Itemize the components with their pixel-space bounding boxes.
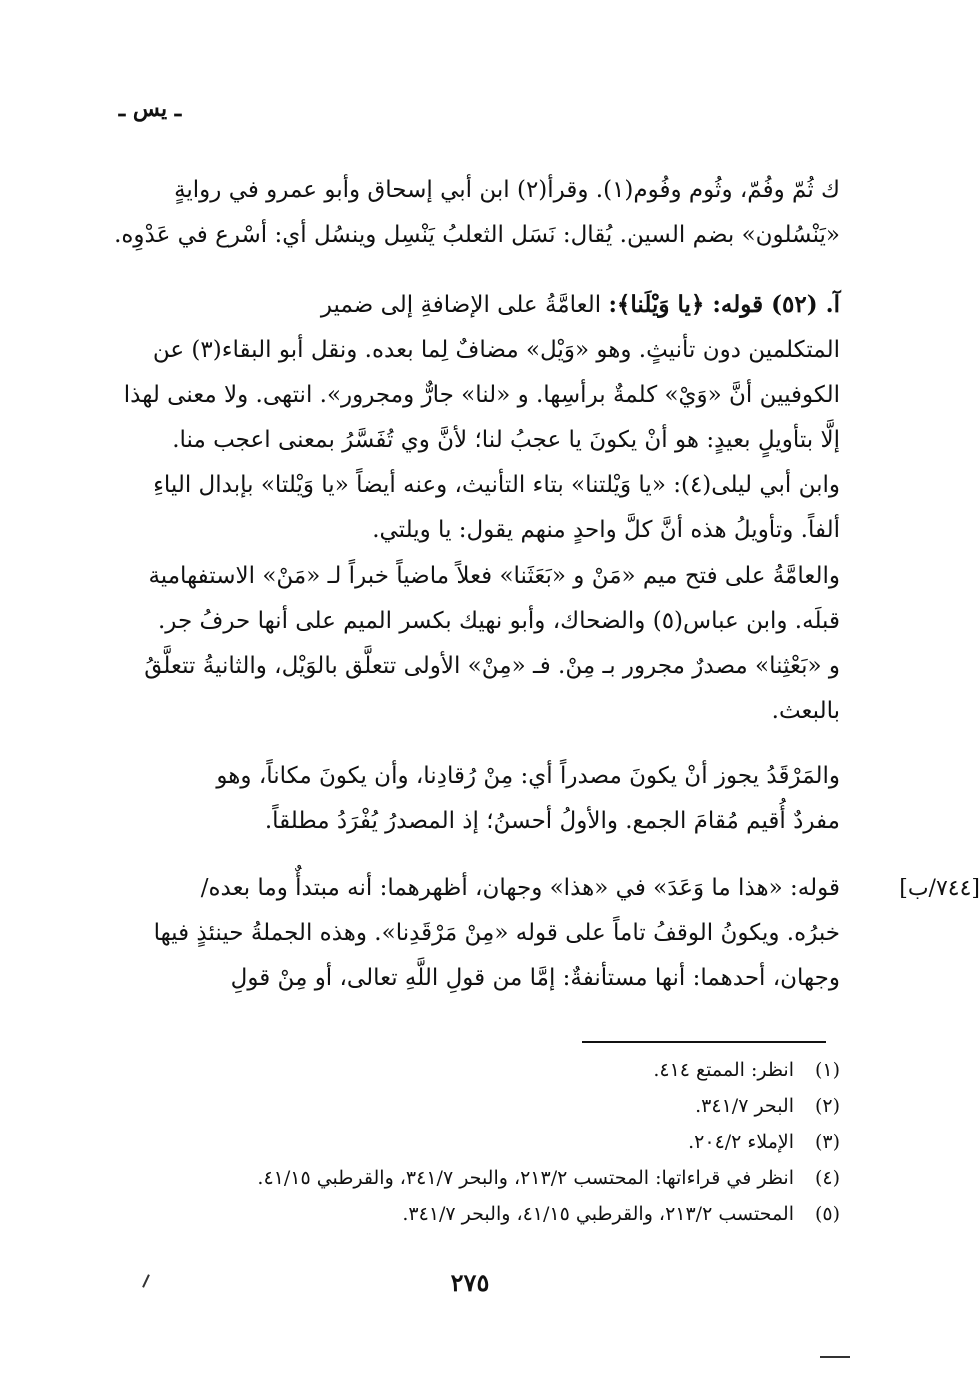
text-line: «يَنْسُلون» بضم السين. يُقال: نَسَل الثعلبُ يَنْسِل وينسُل أي: أسْرع في عَدْوِه. <box>114 222 840 248</box>
paragraph-3 <box>98 554 840 734</box>
text-line <box>98 282 840 328</box>
footnote-text: الإملاء ٢٠٤/٢. <box>688 1131 794 1153</box>
paragraph-2 <box>98 282 840 553</box>
footnotes <box>220 1052 840 1232</box>
footnote-number: (٣) <box>814 1131 840 1153</box>
text-line: بالبعث. <box>771 698 840 724</box>
scan-mark <box>820 1356 850 1358</box>
footnote-item <box>220 1160 840 1196</box>
manuscript-folio-reference: [٧٤٤/ب] <box>899 876 980 901</box>
text-line: والمَرْقَدُ يجوز أنْ يكونَ مصدراً أي: مِنْ رُقادِنا، وأن يكونَ مكاناً، وهو <box>216 763 840 789</box>
scan-mark <box>142 1274 150 1288</box>
footnote-divider <box>582 1041 826 1043</box>
text-line: قبلَه. وابن عباس(٥) والضحاك، وأبو نهيك بكسر الميم على أنها حرفُ جر. <box>157 608 840 634</box>
footnote-item <box>220 1124 840 1160</box>
running-title: ـ يس ـ <box>118 96 182 122</box>
text-line: وابن أبي ليلى(٤): «يا وَيْلتنا» بتاء التأنيث، وعنه أيضاً «يا وَيْلتا» بإبدال الياءِ <box>153 472 840 498</box>
footnote-item <box>220 1052 840 1088</box>
footnote-text: انظر في قراءاتها: المحتسب ٢١٣/٢، والبحر ٣٤١/٧، والقرطبي ٤١/١٥. <box>257 1167 794 1189</box>
paragraph-5 <box>98 866 980 1001</box>
footnote-text: المحتسب ٢١٣/٢، والقرطبي ٤١/١٥، والبحر ٣٤١/٧. <box>402 1203 794 1225</box>
footnote-text: البحر ٣٤١/٧. <box>695 1095 794 1117</box>
text-line: خبرُه. ويكونُ الوقفُ تاماً على قوله «مِنْ مَرْقَدِنا». وهذه الجملةُ حينئذٍ فيها <box>153 920 840 946</box>
paragraph-1 <box>98 168 840 258</box>
paragraph-4 <box>98 754 840 844</box>
text-line: و «بَعْثِنا» مصدرٌ مجرور بـ مِنْ. فـ «مِنْ» الأولى تتعلَّق بالوَيْل، والثانيةُ تتعلَّقُ <box>144 653 840 679</box>
text-line: مفردٌ أُقيم مُقامَ الجمع. والأولُ أحسنُ؛ إذ المصدرُ يُفْرَدُ مطلقاً. <box>264 808 840 834</box>
text-line: إلَّا بتأويلٍ بعيدٍ: هو أنْ يكونَ يا عجبُ لنا؛ لأنَّ وي تُفَسَّرُ بمعنى اعجب منا. <box>172 427 840 453</box>
text-line: ك ثُمّ وفُمّ، وثُوم وفُوم(١). وقرأ(٢) ابن أبي إسحاق وأبو عمرو في روايةٍ <box>174 177 840 203</box>
footnote-item <box>220 1088 840 1124</box>
text-line: والعامَّةُ على فتح ميم «مَنْ و «بَعَثَنا» فعلاً ماضياً خبراً لـ «مَنْ» الاستفهامية <box>148 563 840 589</box>
verse-label: آ. (٥٢) قوله: ﴿يا وَيْلَنا﴾: <box>608 291 840 318</box>
text-line: ألفاً. وتأويلُ هذه أنَّ كلَّ واحدٍ منهم يقول: يا ويلتي. <box>372 517 840 543</box>
footnote-text: انظر: الممتع ٤١٤. <box>653 1059 794 1081</box>
footnote-item <box>220 1196 840 1232</box>
footnote-number: (٥) <box>814 1203 840 1225</box>
text-line: وجهان، أحدهما: أنها مستأنفةٌ: إمَّا من قولِ اللَّهِ تعالى، أو مِنْ قولِ <box>230 965 840 991</box>
footnote-number: (١) <box>814 1059 840 1081</box>
page-number: ٢٧٥ <box>450 1268 490 1297</box>
text-line-content: العامَّةُ على الإضافةِ إلى ضمير <box>320 292 602 318</box>
footnote-number: (٢) <box>814 1095 840 1117</box>
footnote-number: (٤) <box>814 1167 840 1189</box>
text-line: قوله: «هذا ما وَعَدَ» في «هذا» وجهان، أظهرهما: أنه مبتدأٌ وما بعده/ <box>200 875 840 901</box>
text-line: المتكلمين دون تأنيثٍ. وهو «وَيْل» مضافٌ لِما بعده. ونقل أبو البقاء(٣) عن <box>152 337 840 363</box>
text-line: الكوفيين أنَّ «وَيْ» كلمةٌ برأسِها. و «لنا» جارٌّ ومجرور». انتهى. ولا معنى لهذا <box>123 382 840 408</box>
